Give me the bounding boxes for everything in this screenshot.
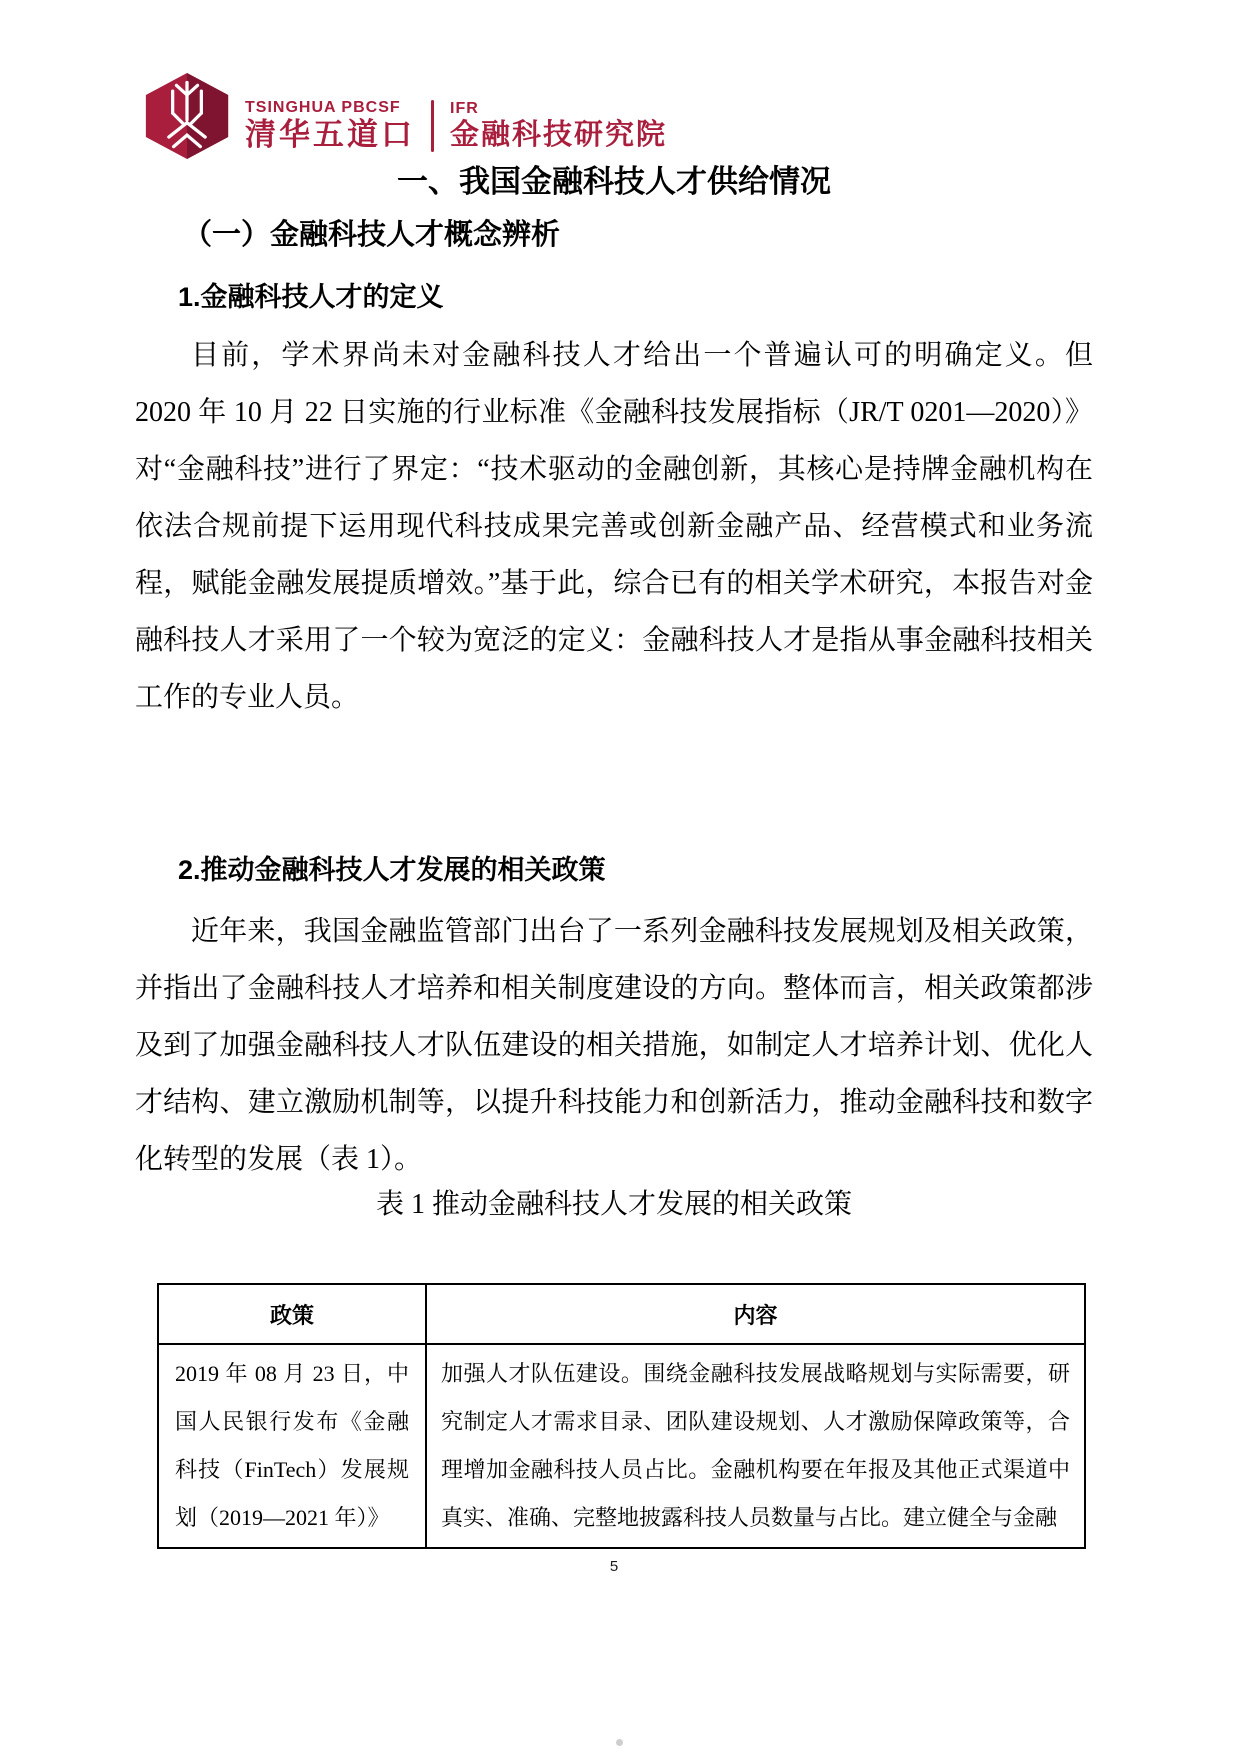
logo-text-institute xyxy=(450,100,667,152)
subsection-1-paragraph: 目前，学术界尚未对金融科技人才给出一个普遍认可的明确定义。但 2020 年 10 月 22 日实施的行业标准《金融科技发展指标（JR/T 0201—2020）》对“金融科技”进行了界定：“技术驱动的金融创新，其核心是持牌金融机构在依法合规前提下运用现代科技成果完善或创新金融产品、经营模式和业务流程，赋能金融发展提质增效。”基于此，综合已有的相关学术研究，本报告对金融科技人才采用了一个较为宽泛的定义：金融科技人才是指从事金融科技相关工作的专业人员。 xyxy=(135,340,1093,713)
table-caption: 表 1 推动金融科技人才发展的相关政策 xyxy=(375,1189,852,1220)
logo-divider xyxy=(431,100,434,152)
table-cell-policy: 2019 年 08 月 23 日，中国人民银行发布《金融科技（FinTech）发展规划（2019—2021 年）》 xyxy=(158,1344,426,1548)
section-heading: （一）金融科技人才概念辨析 xyxy=(183,219,561,251)
logo-institute-en: IFR xyxy=(450,99,479,117)
logo-en-name: TSINGHUA PBCSF xyxy=(245,98,401,116)
logo-cn-name: 清华五道口 xyxy=(245,116,415,152)
subsection-2-heading: 2.推动金融科技人才发展的相关政策 xyxy=(178,855,606,885)
logo xyxy=(137,72,667,165)
subsection-2-paragraph: 近年来，我国金融监管部门出台了一系列金融科技发展规划及相关政策，并指出了金融科技人才培养和相关制度建设的方向。整体而言，相关政策都涉及到了加强金融科技人才队伍建设的相关措施，如制定人才培养计划、优化人才结构、建立激励机制等，以提升科技能力和创新活力，推动金融科技和数字化转型的发展（表 1）。 xyxy=(135,916,1093,1175)
policy-table xyxy=(157,1283,1086,1549)
table-header-content: 内容 xyxy=(426,1284,1085,1344)
pbcsf-hexagon-logo-icon xyxy=(137,72,237,165)
table-header-policy: 政策 xyxy=(158,1284,426,1344)
table-header-row xyxy=(158,1284,1085,1344)
table-row xyxy=(158,1344,1085,1548)
subsection-1-heading: 1.金融科技人才的定义 xyxy=(178,282,444,312)
page-number: 5 xyxy=(609,1558,619,1575)
logo-text-pbcsf xyxy=(245,99,415,153)
scan-speck xyxy=(616,1739,623,1746)
table-cell-content: 加强人才队伍建设。围绕金融科技发展战略规划与实际需要，研究制定人才需求目录、团队建设规划、人才激励保障政策等，合理增加金融科技人员占比。金融机构要在年报及其他正式渠道中真实、准确、完整地披露科技人员数量与占比。建立健全与金融 xyxy=(426,1344,1085,1548)
chapter-title: 一、我国金融科技人才供给情况 xyxy=(397,164,831,199)
logo-institute-cn: 金融科技研究院 xyxy=(450,118,668,151)
